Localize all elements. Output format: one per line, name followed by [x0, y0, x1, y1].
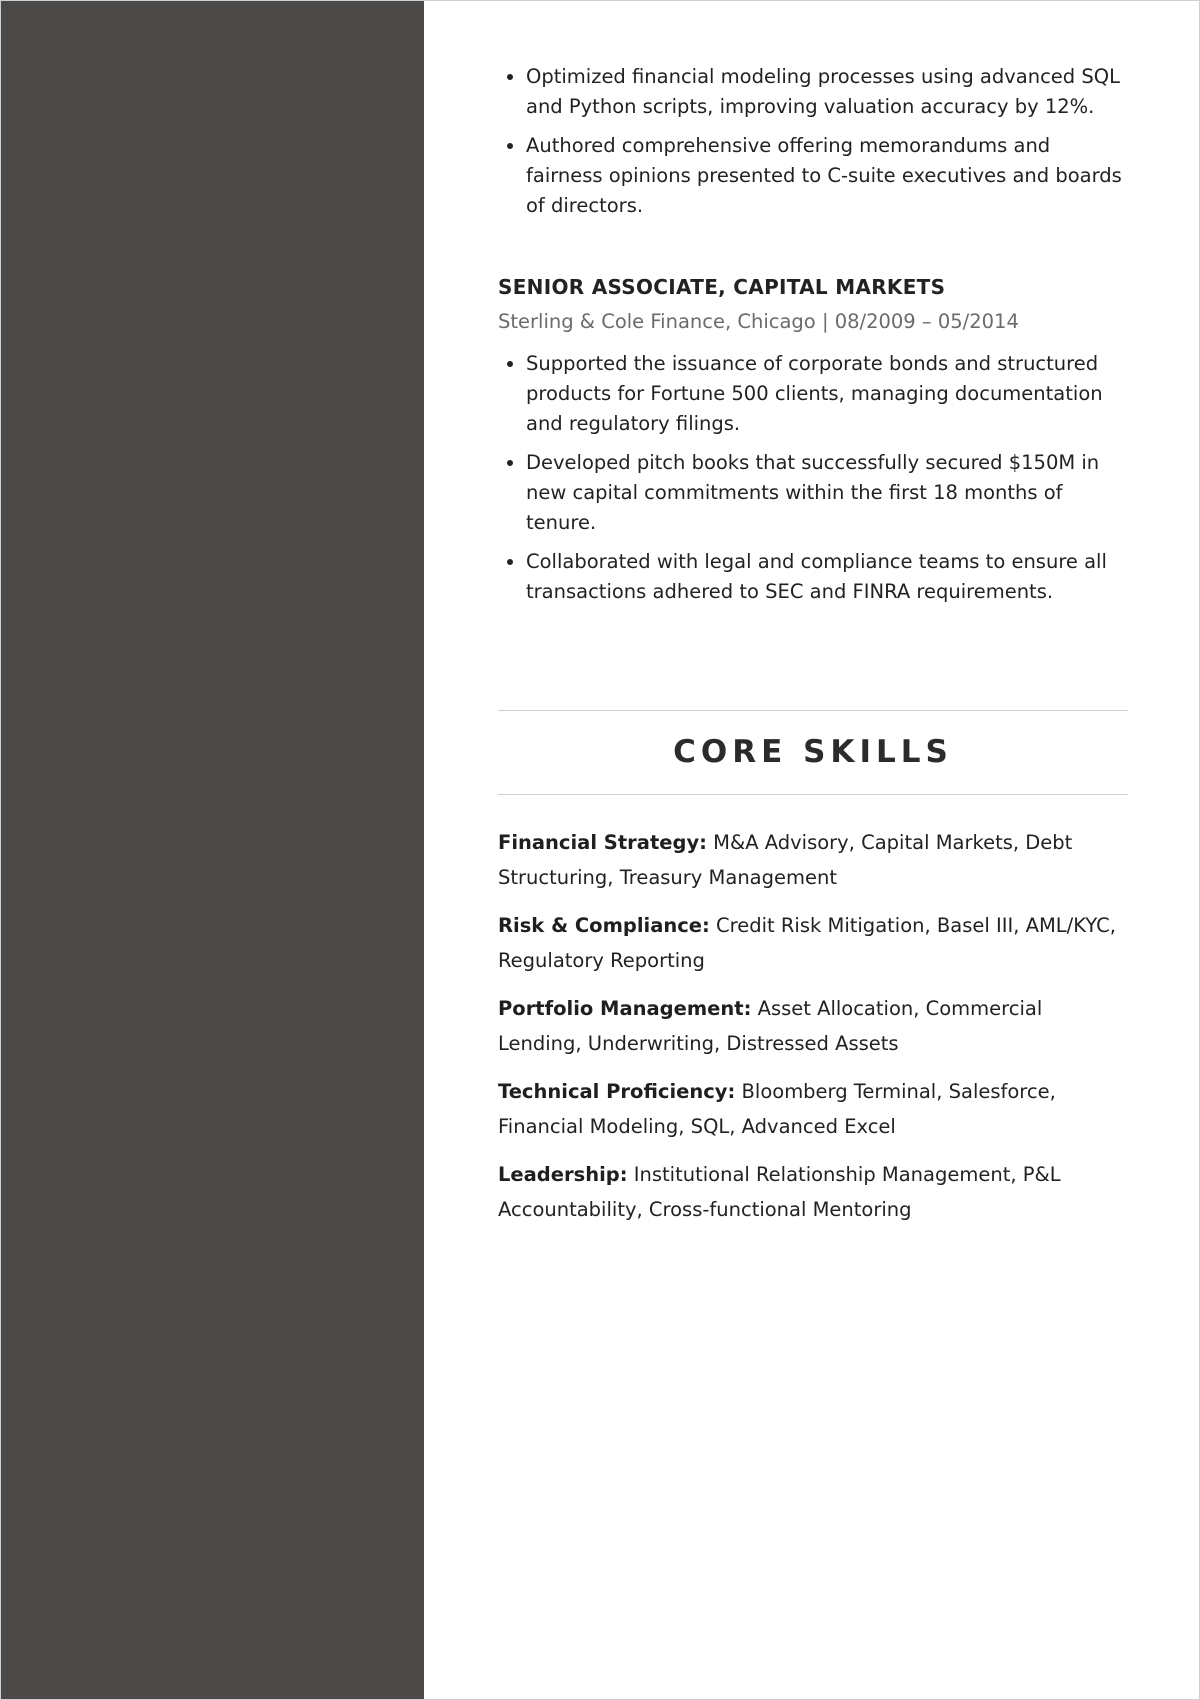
list-item: • Optimized financial modeling processes using advanced SQL and Python scripts, improving valuation accuracy by 12%.	[526, 62, 1128, 122]
skill-text: Bloomberg Terminal, Salesforce, Financial Modeling, SQL, Advanced Excel	[498, 1080, 1056, 1138]
skill-label: Technical Proficiency:	[498, 1080, 736, 1103]
job-title: SENIOR ASSOCIATE, CAPITAL MARKETS	[498, 275, 946, 299]
skill-item	[498, 908, 1128, 978]
skill-text: Institutional Relationship Management, P&L Accountability, Cross-functional Mentoring	[498, 1163, 1061, 1221]
skill-item	[498, 1157, 1128, 1227]
sidebar-panel	[1, 1, 424, 1699]
skill-item	[498, 825, 1128, 895]
list-item: • Developed pitch books that successfully secured $150M in new capital commitments within the first 18 months of tenure.	[526, 448, 1128, 538]
skill-text: M&A Advisory, Capital Markets, Debt Structuring, Treasury Management	[498, 831, 1073, 889]
skill-label: Financial Strategy:	[498, 831, 707, 854]
skill-item	[498, 991, 1128, 1061]
section-title-core-skills: CORE SKILLS	[673, 734, 953, 770]
list-item: • Collaborated with legal and compliance teams to ensure all transactions adhered to SEC and FINRA requirements.	[526, 547, 1128, 607]
skill-item	[498, 1074, 1128, 1144]
job-bullets	[498, 349, 1128, 607]
main-column	[498, 1, 1128, 1240]
job-meta: Sterling & Cole Finance, Chicago | 08/2009 – 05/2014	[498, 310, 1019, 333]
skill-text: Credit Risk Mitigation, Basel III, AML/KYC, Regulatory Reporting	[498, 914, 1116, 972]
skills-list	[498, 825, 1128, 1227]
previous-role-bullets	[498, 62, 1128, 221]
list-item: • Supported the issuance of corporate bonds and structured products for Fortune 500 clients, managing documentation and regulatory filings.	[526, 349, 1128, 439]
section-divider-bottom	[498, 794, 1128, 795]
skill-label: Leadership:	[498, 1163, 628, 1186]
list-item: • Authored comprehensive offering memorandums and fairness opinions presented to C-suite executives and boards of directors.	[526, 131, 1128, 221]
skill-text: Asset Allocation, Commercial Lending, Underwriting, Distressed Assets	[498, 997, 1043, 1055]
skill-label: Portfolio Management:	[498, 997, 752, 1020]
skill-label: Risk & Compliance:	[498, 914, 710, 937]
